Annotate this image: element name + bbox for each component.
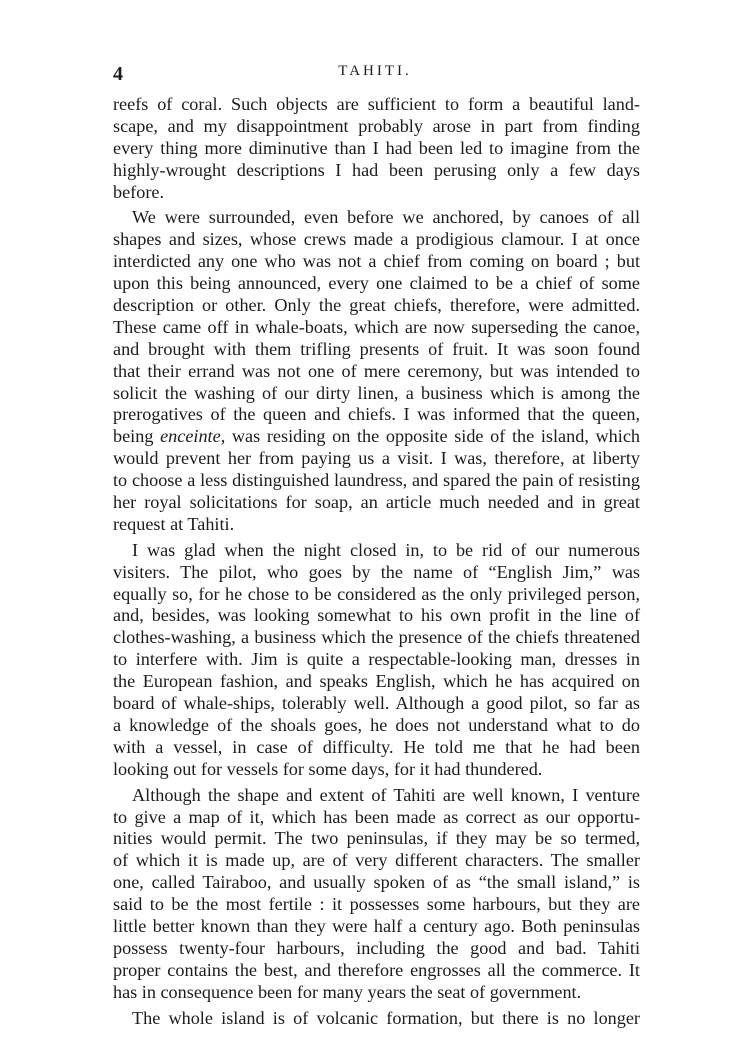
text-line: with a vessel, in case of difficulty. He told me that he had been: [113, 736, 640, 757]
text-line: upon this being announced, every one claimed to be a chief of some: [113, 273, 640, 294]
text-line: little better known than they were half a century ago. Both peninsulas: [113, 915, 640, 936]
italic-word: enceinte: [160, 426, 221, 447]
text-line: We were surrounded, even before we anchored, by canoes of all: [132, 207, 640, 228]
text-line: visiters. The pilot, who goes by the name of “English Jim,” was: [113, 561, 640, 582]
text-line: prerogatives of the queen and chiefs. I was informed that the queen,: [113, 404, 640, 425]
text-line: interdicted any one who was not a chief from coming on board ; but: [113, 251, 640, 272]
text-line: said to be the most fertile : it possesses some harbours, but they are: [113, 894, 640, 915]
text-line: solicit the washing of our dirty linen, a business which is among the: [113, 382, 640, 403]
text-line: reefs of coral. Such objects are sufficient to form a beautiful land-: [113, 94, 640, 114]
text-line: to give a map of it, which has been made as correct as our opportu-: [113, 806, 640, 827]
text-line: request at Tahiti.: [113, 513, 235, 534]
paragraph: [113, 1008, 640, 1030]
running-head: TAHITI.: [338, 63, 412, 79]
text-line: I was glad when the night closed in, to be rid of our numerous: [132, 539, 640, 560]
text-line: scape, and my disappointment probably arose in part from finding: [113, 115, 640, 136]
text-line: clothes-washing, a business which the presence of the chiefs threatened: [113, 627, 640, 648]
text-line: nities would permit. The two peninsulas, if they may be so termed,: [113, 828, 640, 849]
page-number: 4: [113, 63, 123, 85]
text-line: highly-wrought descriptions I had been perusing only a few days: [113, 159, 640, 180]
text-line: Although the shape and extent of Tahiti are well known, I venture: [132, 784, 640, 805]
paragraph: [113, 785, 640, 1004]
text-line: every thing more diminutive than I had been led to imagine from the: [113, 137, 640, 158]
text-line: one, called Tairaboo, and usually spoken of as “the small island,” is: [113, 872, 640, 893]
body-text: [113, 94, 640, 1029]
paragraph: [113, 94, 640, 203]
text-line: has in consequence been for many years the seat of government.: [113, 981, 582, 1002]
text-line: before.: [113, 181, 164, 202]
text-line: being enceinte, was residing on the opposite side of the island, which: [113, 426, 640, 447]
paragraph: [113, 540, 640, 781]
text-line: shapes and sizes, whose crews made a prodigious clamour. I at once: [113, 229, 640, 250]
text-line: to choose a less distinguished laundress, and spared the pain of resisting: [113, 470, 640, 491]
paragraph: [113, 207, 640, 535]
text-line: and, besides, was looking somewhat to his own profit in the line of: [113, 605, 640, 626]
text-line: possess twenty-four harbours, including the good and bad. Tahiti: [113, 937, 640, 958]
text-line: to interfere with. Jim is quite a respectable-looking man, dresses in: [113, 649, 640, 670]
text-line: equally so, for he chose to be considered as the only privileged person,: [113, 583, 640, 604]
text-line: These came off in whale-boats, which are now superseding the canoe,: [113, 316, 640, 337]
text-line: looking out for vessels for some days, for it had thundered.: [113, 758, 543, 779]
text-line: the European fashion, and speaks English, which he has acquired on: [113, 671, 640, 692]
text-line: that their errand was not one of mere ceremony, but was intended to: [113, 360, 640, 381]
text-line: of which it is made up, are of very different characters. The smaller: [113, 850, 640, 871]
text-line: a knowledge of the shoals goes, he does not understand what to do: [113, 714, 640, 735]
text-line: description or other. Only the great chiefs, therefore, were admitted.: [113, 295, 640, 316]
text-line: The whole island is of volcanic formation, but there is no longer: [132, 1007, 640, 1028]
text-line: and brought with them trifling presents of fruit. It was soon found: [113, 338, 640, 359]
text-line: her royal solicitations for soap, an article much needed and in great: [113, 492, 640, 513]
text-line: board of whale-ships, tolerably well. Although a good pilot, so far as: [113, 693, 640, 714]
text-line: proper contains the best, and therefore engrosses all the commerce. It: [113, 959, 640, 980]
text-line: would prevent her from paying us a visit. I was, therefore, at liberty: [113, 448, 640, 469]
